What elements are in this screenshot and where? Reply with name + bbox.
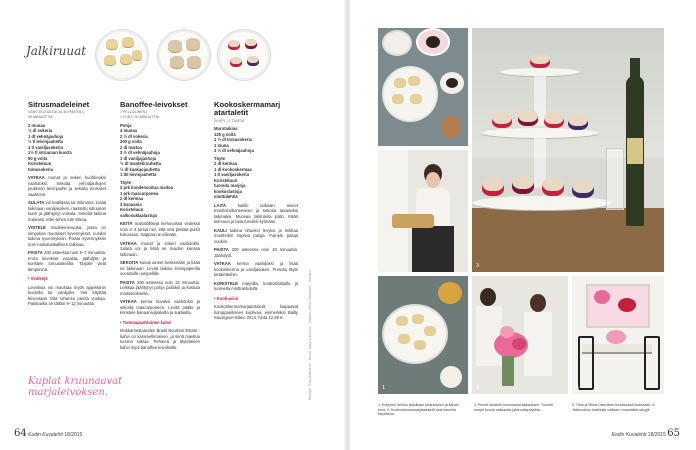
recipe-title: Kookoskermamarjatartaletit [214,100,281,118]
section-title: Jalkiruuat [26,44,87,58]
photo-cookies-plate [378,276,468,394]
method-step: KAULI taikina ohueksi levyksi ja leikkaa muotteihin sopivia paloja. Painele paloja vuokiin. [214,227,298,244]
recipe-kookoskermamarjatartaletit [214,101,298,321]
photo-cake-stand [472,28,664,272]
page-folio-left: 64 Kodin Kuvalehti 18/2015 [14,428,83,439]
tip-heading: • Tummapaahtoinen kahvi [120,319,172,325]
photo-dining-room [572,276,664,394]
method-step: VATKAA munat ja sokeri vaahdoksi. Sulata voi ja lisää se maidon kanssa taikinaan. [120,240,200,257]
photo-women-flowers [472,276,568,394]
method-step: VATKAA kerma kovaksi vaahdoksi ja sekoita mascarponeen. Levitä päälle ja koristele banaaniviipaleilla ja suklaalla. [120,299,200,316]
method-step: PAISTA 200 asteessa noin 5–7 minuuttia. Irrota leivokset vuoasta, jäähdytä ja koristele tomusokerilla. Tarjoile vielä lämpiminä. [28,250,106,272]
ingredient-list: Murotaikina 125 g voita 1 ½ dl tomusokeria 1 muna 3 ½ dl vehnäjauhoja Täyte 2 dl kermaa 1 dl kookoskermaa 1 tl vaniljasokeria Koristeluun tuoreita marjoja kookoslastuja minttulehtiä [214,126,254,200]
photo-number: 5 [576,385,579,391]
recipe-title: Banoffee-leivokset [120,100,188,109]
method-step: SEKOITA kuivat aineet keskenään ja lisää ne taikinaan. Levitä taikina leivinpaperilla vuoratulle uunipellille. [120,260,200,277]
photo-number: 3 [476,263,479,269]
ingredient-list: 2 munaa ½ dl sokeria 1 dl vehnäjauhoja ½ tl leivinjauhetta 1 tl vaniljasokeria 1½ tl sitruunan kuorta 50 g voita Koristeluun tomusokeria [28,122,72,172]
tip-heading: • Kuohuviini [214,295,239,301]
tip-text: Kookoskermamarjatartaletit kaipaavat kumppanikseen kuplivaa, esimerkiksi Bailly Sauvignon Blanc 2014, hinta 12,99 €. [214,304,298,321]
left-page [0,0,346,450]
method-step: KEITÄ maitotölkkejä kiehuvassa vedessä noin 2–3 tuntia niin, että vesi peittää purkit kokonaan. Nappaa ne viileään. [120,221,200,238]
recipe-banoffee [120,101,200,350]
photo-caption: 5. Tiina ja Miina Ostertinen kesäisessä kodissaan. 6. Jälkiruokien katteeksi valitaan romanttisia sävyjä. [572,403,656,412]
tartlet-plate-photo [218,30,270,80]
method-step: VATKAA kerma vaahdoksi ja lisää kookoskerma ja vaniljasokeri. Pursota täyte tartaletteihin. [214,261,298,278]
method-step: VOITELE madeleinevuoka, jossa on simpukan muotoiset syvennykset. Lusikoi taikina syvennyksiin. Paista syvennyksiin noin ruokalusikallinen taikinaa. [28,225,106,247]
method-step: PAISTA 200 asteessa noin 15 minuuttia. Leikkaa jäähtynyt pohja paloiksi ja kostuta maitoseoksella. [120,279,200,296]
photo-caption: 1. Erityinen herkku tarjoillaan pikkuleipien ja kahvin kera. 2. Kookoskermamarjatartaletit ovat kauniita tarjottavia. [378,403,460,417]
tip-text: Leivoksia voi maustaa myös appelsiinin kuorella tai vaniljalla. Voit käyttää leivontaan mitä tahansa pientä vuokaa. Paistoaika on tällöin 8–12 minuuttia. [28,284,106,307]
recipe-title: Sitrusmadeleinet [28,100,90,109]
photo-number: 4 [476,385,479,391]
page-folio-right: Kodin Kuvalehti 18/2015 65 [611,428,680,439]
method-step: PAISTA 200 asteessa noin 10 minuuttia. Jäähdytä. [214,247,298,258]
madeleine-plate-photo [96,30,148,80]
photo-credit: Resepti: Tiina Ostertinen · Kuvat: Maija Luhtanen · Kattaus: Miina Ostertinen · Stailaus [308,269,312,400]
ingredient-list: Pohja 4 munaa 2 ½ dl sokeria 200 g voita 2 dl maitoa 3 ½ dl vehnäjauhoja 1 dl vaniljajauhoja ½ dl mantelirouhetta ½ dl kaakaojauhetta 1 tkl leivinjauhetta Täyte 2 prk kondensoitua maitoa 1 prk mascarponea 2 dl kermaa 3 banaania Koristeluun valkosuklaalastuja [120,122,174,218]
photo-caption: 3. Pienet tartaletit kruunaavat kattauksen. Tuoreet marjat tuovat raikkautta jälkiruokapöytään. [474,403,554,412]
page-number: 64 [14,428,27,439]
tip-text: Mokkamestareiden Brasil Bourbon Estate -kahvi on karamellimainen, ja siinä maistuu tumma suklaa. Pehmeä ja täyteläinen kahvi sopii banoffee-leivoksille. [120,328,200,350]
method-step: SULATA voi kattilassa tai mikrossa. Lisää taikinaan vaniljasokeri, raastettu sitruunan kuori ja jäähtynyt voisula. Sekoita taikina nopeasti, ettei siihen tule sitkoa. [28,200,106,222]
page-number: 65 [667,428,680,439]
recipe-sitrusmadeleinet [28,101,106,307]
photo-number: 2 [382,263,385,269]
pull-quote: Kuplat kruunaavat marjaleivoksen. [28,376,123,398]
photo-coffee-table [378,28,468,146]
photo-woman-kitchen [378,150,468,272]
recipe-meta: 24 KPL | 1 TUNTIA [214,118,245,123]
recipe-meta: 7 PELLILLINEN | 1 TUNTI 30 MINUUTTIA [120,110,160,119]
recipe-meta: NOIN 30 (SIIA TAI 30-40 PIENTÄ) | 30 MINUUTTIA [28,110,85,119]
right-page [350,0,696,450]
tip-heading: • Vinkkejä [28,276,48,282]
method-step: KORISTELE marjoilla, kookoslastuilla ja tuoreella minttulehdellä. [214,280,298,292]
method-step: VATKAA munat ja sokeri kuohkeaksi vaahdoksi. Sekoita vehnäjauhojen joukkoon leivinjauhe ja sekoita muroiset vaahtoon. [28,175,106,197]
method-step: LAITA kaikki taikinan aineet monitoimikoneeseen ja sekoita tasaiseksi taikinaksi. Muovaa taikinasta pallo. Kääri kelmuun ja laita tunniksi kylmään. [214,202,298,225]
banoffee-plate-photo [158,30,210,80]
photo-number: 1 [382,385,385,391]
